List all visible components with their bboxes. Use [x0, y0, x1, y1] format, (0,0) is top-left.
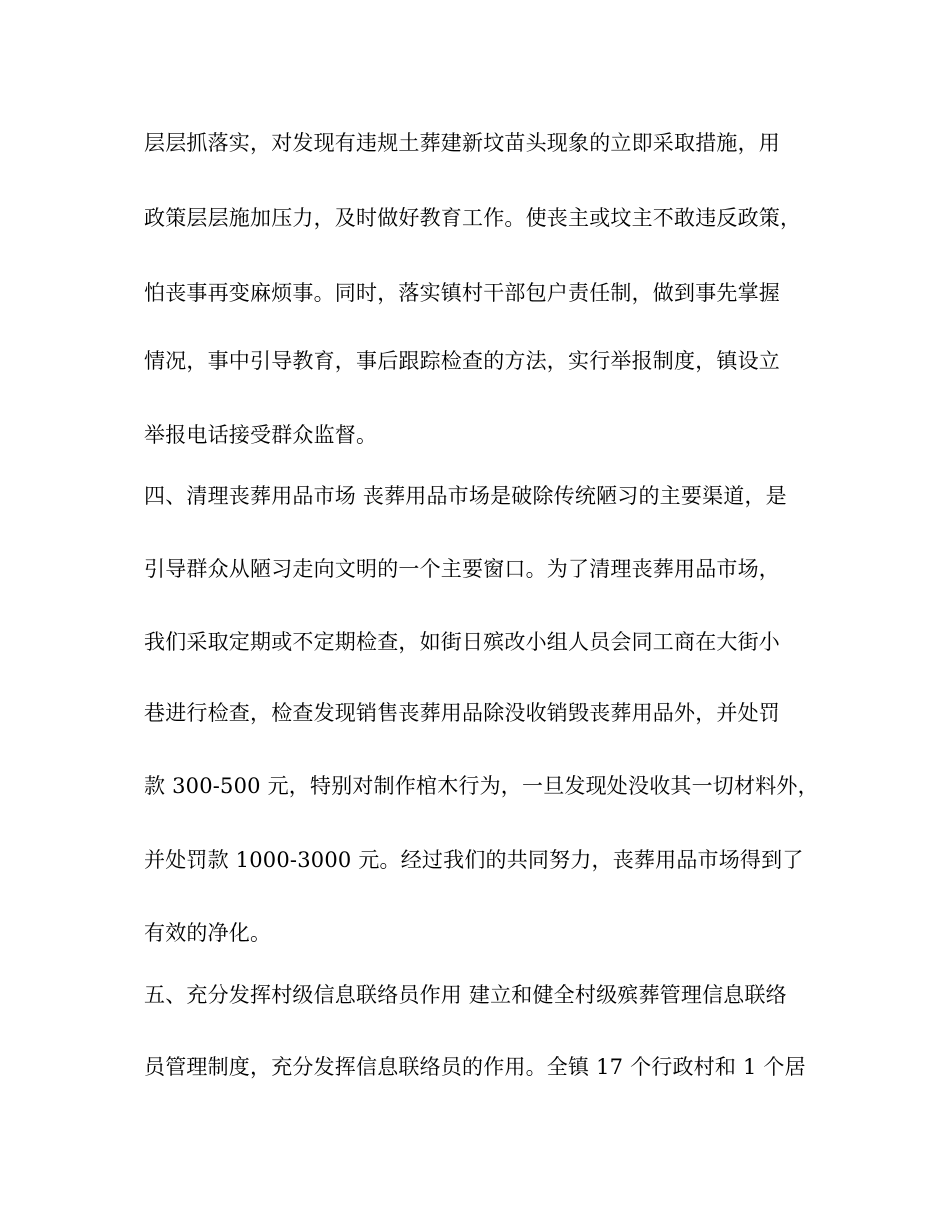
text-line: 有效的净化。	[144, 921, 272, 945]
text-line: 我们采取定期或不定期检查，如街日殡改小组人员会同工商在大街小	[144, 630, 780, 654]
text-line: 巷进行检查，检查发现销售丧葬用品除没收销毁丧葬用品外，并处罚	[144, 701, 780, 725]
section-heading-line: 四、清理丧葬用品市场 丧葬用品市场是破除传统陋习的主要渠道，是	[144, 484, 787, 508]
text-line: 引导群众从陋习走向文明的一个主要窗口。为了清理丧葬用品市场，	[144, 557, 780, 581]
text-line: 层层抓落实，对发现有违规土葬建新坟苗头现象的立即采取措施，用	[144, 131, 780, 155]
text-line: 并处罚款 1000-3000 元。经过我们的共同努力，丧葬用品市场得到了	[144, 848, 804, 872]
text-line: 款 300-500 元，特别对制作棺木行为，一旦发现处没收其一切材料外，	[144, 774, 819, 798]
text-line: 政策层层施加压力，及时做好教育工作。使丧主或坟主不敢违反政策，	[144, 206, 802, 230]
text-line: 员管理制度，充分发挥信息联络员的作用。全镇 17 个行政村和 1 个居	[144, 1055, 806, 1079]
text-line: 情况，事中引导教育，事后跟踪检查的方法，实行举报制度，镇设立	[144, 349, 780, 373]
text-line: 举报电话接受群众监督。	[144, 423, 378, 447]
text-line: 怕丧事再变麻烦事。同时，落实镇村干部包户责任制，做到事先掌握	[144, 281, 780, 305]
section-heading-line: 五、充分发挥村级信息联络员作用 建立和健全村级殡葬管理信息联络	[144, 983, 787, 1007]
